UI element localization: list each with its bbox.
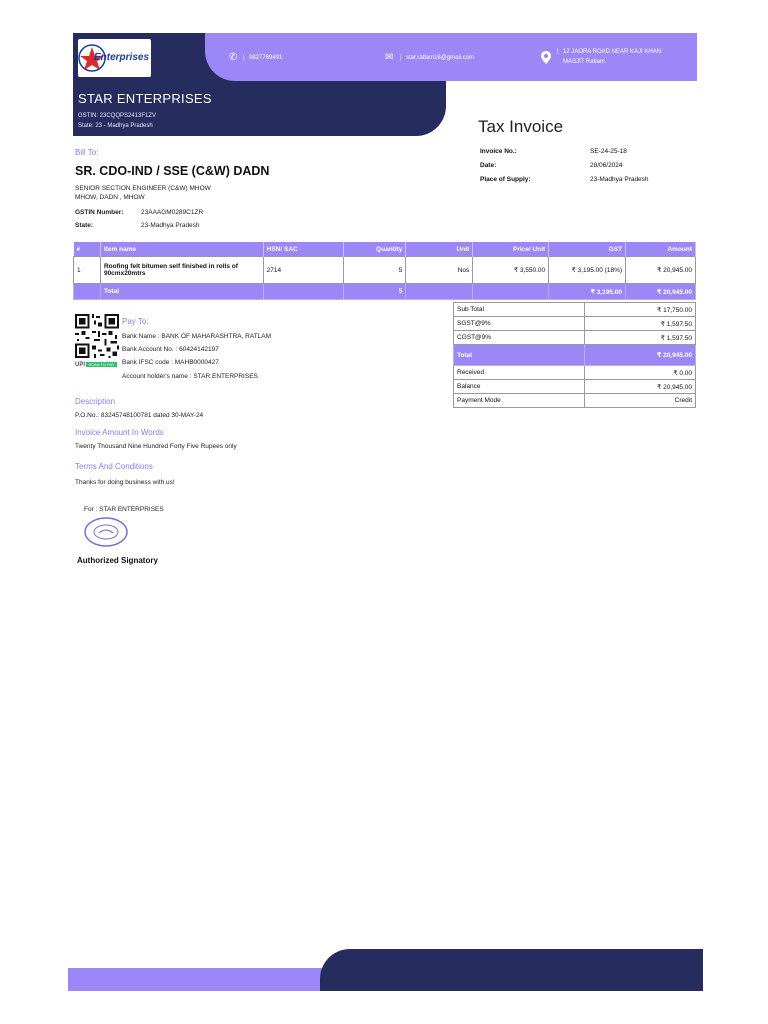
buyer-state-label: State: bbox=[75, 222, 94, 229]
amount-in-words-heading: Invoice Amount In Words bbox=[75, 428, 164, 437]
summary-label: CGST@9% bbox=[454, 331, 585, 345]
summary-row bbox=[454, 303, 696, 317]
summary-value: ₹ 20,945.00 bbox=[585, 345, 696, 366]
pay-to-heading: Pay To: bbox=[122, 317, 149, 326]
upi-label: UPI bbox=[75, 362, 86, 368]
col-header-gst: GST bbox=[549, 242, 626, 257]
summary-value: ₹ 1,597.50 bbox=[585, 317, 696, 331]
signature-for-text: For : STAR ENTERPRISES bbox=[84, 506, 164, 513]
col-header-amount: Amount bbox=[626, 242, 696, 257]
summary-label: Sub Total bbox=[454, 303, 585, 317]
summary-row bbox=[454, 366, 696, 380]
buyer-gstin-value: 23AAAGM0289C1ZR bbox=[141, 209, 204, 216]
terms-heading: Terms And Conditions bbox=[75, 462, 153, 471]
invoice-number-value: SE-24-25-18 bbox=[590, 148, 627, 155]
footer-navy-panel bbox=[320, 949, 703, 991]
col-header-price: Price/ Unit bbox=[473, 242, 549, 257]
total-cell-blank bbox=[74, 284, 101, 300]
total-cell-blank bbox=[263, 284, 343, 300]
upi-badge bbox=[75, 362, 119, 370]
summary-value: ₹ 20,945.00 bbox=[585, 380, 696, 394]
total-cell-blank bbox=[406, 284, 473, 300]
bill-to-heading: Bill To: bbox=[75, 148, 99, 157]
address-divider: | bbox=[557, 49, 559, 55]
cell-quantity: 5 bbox=[343, 257, 406, 284]
buyer-address-line-2: MHOW, DADN , MHOW bbox=[75, 194, 145, 201]
items-total-row bbox=[74, 284, 696, 300]
company-seal-stamp bbox=[84, 517, 128, 547]
total-label: Total bbox=[100, 284, 263, 300]
total-amount: ₹ 20,945.00 bbox=[626, 284, 696, 300]
col-header-index: # bbox=[74, 242, 101, 257]
summary-label: Payment Mode bbox=[454, 394, 585, 408]
phone-icon: ✆ bbox=[229, 52, 238, 63]
col-header-item-name: Item name bbox=[100, 242, 263, 257]
table-row bbox=[74, 257, 696, 284]
cell-gst: ₹ 3,195.00 (18%) bbox=[549, 257, 626, 284]
summary-row bbox=[454, 394, 696, 408]
total-cell-blank bbox=[473, 284, 549, 300]
summary-row bbox=[454, 380, 696, 394]
place-of-supply-value: 23-Madhya Pradesh bbox=[590, 176, 649, 183]
buyer-name: SR. CDO-IND / SSE (C&W) DADN bbox=[75, 164, 270, 178]
company-gstin: GSTIN: 23CQQPS2413F1ZV bbox=[78, 113, 157, 119]
amount-in-words-text: Twenty Thousand Nine Hundred Forty Five Rupees only bbox=[75, 443, 237, 450]
total-quantity: 5 bbox=[343, 284, 406, 300]
cell-index: 1 bbox=[74, 257, 101, 284]
account-holder-name: Account holder's name : STAR ENTERPRISES bbox=[122, 373, 258, 380]
col-header-unit: Unit bbox=[406, 242, 473, 257]
buyer-address-line-1: SENIOR SECTION ENGINEER (C&W) MHOW bbox=[75, 185, 211, 192]
summary-value: ₹ 1,597.50 bbox=[585, 331, 696, 345]
total-gst: ₹ 3,195.00 bbox=[549, 284, 626, 300]
description-heading: Description bbox=[75, 397, 116, 406]
authorized-signatory-label: Authorized Signatory bbox=[77, 556, 158, 565]
summary-label: Balance bbox=[454, 380, 585, 394]
buyer-gstin-label: GSTIN Number: bbox=[75, 209, 124, 216]
description-text: P.O.No.: 83245748100781 dated 30-MAY-24 bbox=[75, 412, 204, 419]
cell-item-name: Roofing felt bitumen self finished in rolls of 90cmx20mtrs bbox=[100, 257, 263, 284]
summary-row bbox=[454, 317, 696, 331]
summary-value: ₹ 0.00 bbox=[585, 366, 696, 380]
phone-divider: | bbox=[243, 55, 245, 61]
address-line-1: 12 JAORA ROAD NEAR KAJI KHAN bbox=[563, 49, 662, 55]
summary-value: ₹ 17,750.00 bbox=[585, 303, 696, 317]
summary-total-row bbox=[454, 345, 696, 366]
scan-to-pay-label: SCAN TO PAY bbox=[88, 362, 115, 367]
mail-icon: ✉ bbox=[385, 52, 394, 63]
cell-amount: ₹ 20,945.00 bbox=[626, 257, 696, 284]
email-divider: | bbox=[400, 55, 402, 61]
summary-value: Credit bbox=[585, 394, 696, 408]
col-header-quantity: Quantity bbox=[343, 242, 406, 257]
email-address: star.ratlam16@gmail.com bbox=[406, 55, 475, 61]
cell-unit: Nos bbox=[406, 257, 473, 284]
company-name: STAR ENTERPRISES bbox=[78, 91, 212, 106]
bank-name: Bank Name : BANK OF MAHARASHTRA, RATLAM bbox=[122, 333, 272, 340]
terms-text: Thanks for doing business with us! bbox=[75, 479, 175, 486]
summary-label: Received bbox=[454, 366, 585, 380]
company-state: State: 23 - Madhya Pradesh bbox=[78, 123, 153, 129]
summary-row bbox=[454, 331, 696, 345]
summary-label: SGST@9% bbox=[454, 317, 585, 331]
address-line-2: MASJIT Ratlam bbox=[563, 59, 605, 65]
summary-label: Total bbox=[454, 345, 585, 366]
summary-table bbox=[453, 302, 696, 408]
invoice-number-label: Invoice No.: bbox=[480, 148, 517, 155]
col-header-hsn: HSN/ SAC bbox=[263, 242, 343, 257]
place-of-supply-label: Place of Supply: bbox=[480, 176, 531, 183]
invoice-date-label: Date: bbox=[480, 162, 497, 169]
buyer-state-value: 23-Madhya Pradesh bbox=[141, 222, 200, 229]
document-title: Tax Invoice bbox=[478, 117, 564, 136]
logo-text: Enterprises bbox=[94, 52, 150, 63]
invoice-date-value: 28/06/2024 bbox=[590, 162, 623, 169]
cell-hsn: 2714 bbox=[263, 257, 343, 284]
location-pin-icon bbox=[541, 51, 551, 64]
cell-price: ₹ 3,550.00 bbox=[473, 257, 549, 284]
phone-number: 9827769491 bbox=[249, 55, 283, 61]
bank-ifsc-code: Bank IFSC code : MAHB0000427 bbox=[122, 359, 219, 366]
bank-account-number: Bank Account No. : 60424142197 bbox=[122, 346, 219, 353]
items-header-row bbox=[74, 242, 696, 257]
items-table bbox=[73, 242, 696, 300]
qr-code-icon bbox=[75, 314, 119, 358]
